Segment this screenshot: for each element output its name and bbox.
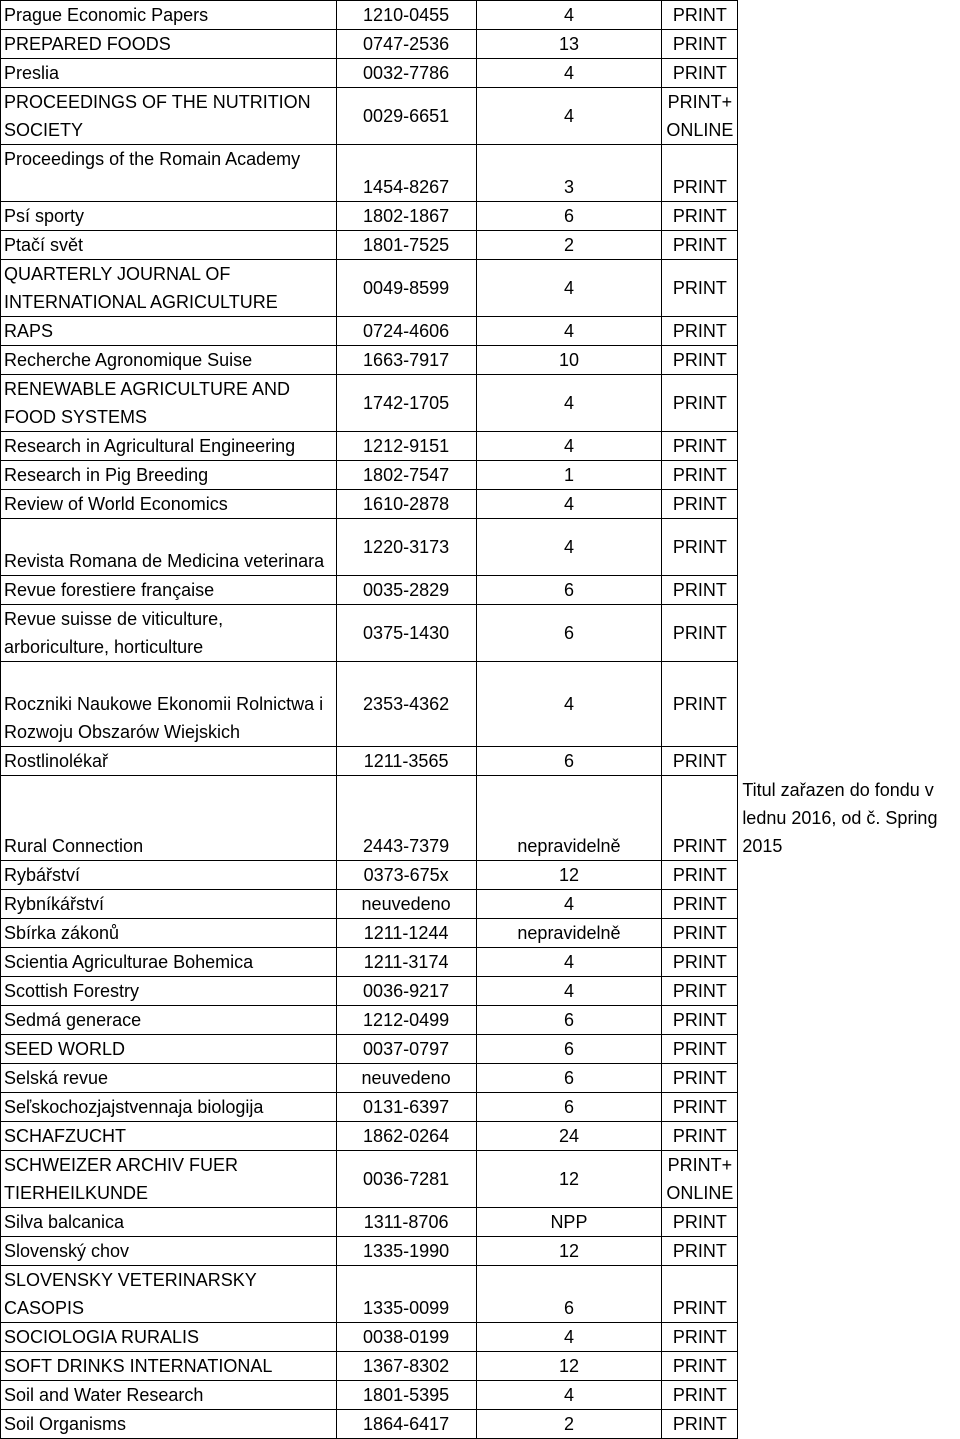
issn-cell: 2443-7379 (336, 776, 476, 861)
format-cell: PRINT (662, 1410, 738, 1439)
format-cell: PRINT (662, 59, 738, 88)
empty-cell (738, 202, 960, 231)
table-row (1, 919, 960, 948)
issn-cell: 1802-7547 (336, 461, 476, 490)
table-row (1, 1122, 960, 1151)
empty-cell (738, 1064, 960, 1093)
format-cell: PRINT (662, 605, 738, 662)
issn-cell: 1454-8267 (336, 145, 476, 202)
frequency-cell: 1 (476, 461, 662, 490)
frequency-cell: nepravidelně (476, 919, 662, 948)
table-row (1, 1381, 960, 1410)
empty-cell (738, 59, 960, 88)
format-cell: PRINT (662, 202, 738, 231)
journal-title-cell: SCHWEIZER ARCHIV FUER TIERHEILKUNDE (1, 1151, 337, 1208)
table-row (1, 1151, 960, 1208)
journal-title-cell: Preslia (1, 59, 337, 88)
issn-cell: 1802-1867 (336, 202, 476, 231)
journal-title-cell: SEED WORLD (1, 1035, 337, 1064)
empty-cell (738, 1352, 960, 1381)
empty-cell (738, 948, 960, 977)
table-row (1, 605, 960, 662)
journal-title-cell: Selská revue (1, 1064, 337, 1093)
table-row (1, 260, 960, 317)
journal-title-cell: Scottish Forestry (1, 977, 337, 1006)
issn-cell: 1864-6417 (336, 1410, 476, 1439)
empty-cell (738, 1237, 960, 1266)
empty-cell (738, 317, 960, 346)
journal-title-cell: Soil Organisms (1, 1410, 337, 1439)
format-cell: PRINT (662, 977, 738, 1006)
table-row (1, 490, 960, 519)
issn-cell: 0036-9217 (336, 977, 476, 1006)
empty-cell (738, 88, 960, 145)
issn-cell: 0131-6397 (336, 1093, 476, 1122)
table-row (1, 30, 960, 59)
frequency-cell: 6 (476, 1266, 662, 1323)
journal-title-cell: Rybářství (1, 861, 337, 890)
table-row (1, 1208, 960, 1237)
journal-title-cell: Ptačí svět (1, 231, 337, 260)
frequency-cell: 10 (476, 346, 662, 375)
table-row (1, 1064, 960, 1093)
table-row (1, 977, 960, 1006)
journal-title-cell: Review of World Economics (1, 490, 337, 519)
issn-cell: neuvedeno (336, 890, 476, 919)
journal-title-cell: Revue suisse de viticulture, arboriculture, horticulture (1, 605, 337, 662)
format-cell: PRINT (662, 432, 738, 461)
journal-title-cell: Silva balcanica (1, 1208, 337, 1237)
issn-cell: 1211-3174 (336, 948, 476, 977)
table-row (1, 317, 960, 346)
journal-title-cell: RAPS (1, 317, 337, 346)
format-cell: PRINT (662, 747, 738, 776)
frequency-cell: NPP (476, 1208, 662, 1237)
frequency-cell: 4 (476, 890, 662, 919)
format-cell: PRINT+ONLINE (662, 88, 738, 145)
table-row (1, 231, 960, 260)
journal-title-cell: Sbírka zákonů (1, 919, 337, 948)
empty-cell (738, 1381, 960, 1410)
frequency-cell: 6 (476, 1035, 662, 1064)
issn-cell: 1862-0264 (336, 1122, 476, 1151)
issn-cell: neuvedeno (336, 1064, 476, 1093)
format-cell: PRINT (662, 662, 738, 747)
empty-cell (738, 1323, 960, 1352)
format-cell: PRINT (662, 317, 738, 346)
empty-cell (738, 30, 960, 59)
frequency-cell: 4 (476, 490, 662, 519)
format-cell: PRINT (662, 1, 738, 30)
table-row (1, 1266, 960, 1323)
format-cell: PRINT (662, 1035, 738, 1064)
format-cell: PRINT (662, 461, 738, 490)
format-cell: PRINT (662, 776, 738, 861)
journal-title-cell: Slovenský chov (1, 1237, 337, 1266)
empty-cell (738, 1410, 960, 1439)
issn-cell: 0038-0199 (336, 1323, 476, 1352)
issn-cell: 1610-2878 (336, 490, 476, 519)
issn-cell: 1801-5395 (336, 1381, 476, 1410)
empty-cell (738, 375, 960, 432)
journal-title-cell: Prague Economic Papers (1, 1, 337, 30)
format-cell: PRINT (662, 861, 738, 890)
table-row (1, 1323, 960, 1352)
issn-cell: 0036-7281 (336, 1151, 476, 1208)
table-row (1, 519, 960, 576)
format-cell: PRINT (662, 231, 738, 260)
empty-cell (738, 346, 960, 375)
table-row (1, 59, 960, 88)
format-cell: PRINT (662, 1381, 738, 1410)
format-cell: PRINT (662, 1237, 738, 1266)
journal-title-cell: Scientia Agriculturae Bohemica (1, 948, 337, 977)
table-row (1, 948, 960, 977)
issn-cell: 1801-7525 (336, 231, 476, 260)
frequency-cell: 4 (476, 1, 662, 30)
empty-cell (738, 1093, 960, 1122)
frequency-cell: 12 (476, 861, 662, 890)
table-row (1, 1006, 960, 1035)
note-cell: Titul zařazen do fondu v lednu 2016, od č. Spring 2015 (742, 779, 938, 856)
issn-cell: 1742-1705 (336, 375, 476, 432)
empty-cell (738, 1006, 960, 1035)
frequency-cell: 13 (476, 30, 662, 59)
frequency-cell: 2 (476, 231, 662, 260)
issn-cell: 0375-1430 (336, 605, 476, 662)
frequency-cell: 6 (476, 576, 662, 605)
frequency-cell: 6 (476, 747, 662, 776)
format-cell: PRINT (662, 145, 738, 202)
frequency-cell: 4 (476, 375, 662, 432)
empty-cell (738, 461, 960, 490)
journal-title-cell: PREPARED FOODS (1, 30, 337, 59)
empty-cell (738, 231, 960, 260)
issn-cell: 1211-3565 (336, 747, 476, 776)
format-cell: PRINT (662, 1323, 738, 1352)
empty-cell (738, 1208, 960, 1237)
format-cell: PRINT (662, 260, 738, 317)
format-cell: PRINT (662, 1266, 738, 1323)
journal-title-cell: Revista Romana de Medicina veterinara (1, 519, 337, 576)
frequency-cell: 12 (476, 1352, 662, 1381)
journal-title-cell: Rural Connection (1, 776, 337, 861)
table-row (1, 890, 960, 919)
table-row (1, 432, 960, 461)
empty-cell (738, 1122, 960, 1151)
issn-cell: 0747-2536 (336, 30, 476, 59)
frequency-cell: 4 (476, 1381, 662, 1410)
empty-cell (738, 1266, 960, 1323)
table-row (1, 1352, 960, 1381)
table-row (1, 747, 960, 776)
format-cell: PRINT (662, 948, 738, 977)
table-row (1, 1237, 960, 1266)
empty-cell (738, 490, 960, 519)
journal-title-cell: Sedmá generace (1, 1006, 337, 1035)
issn-cell: 0373-675x (336, 861, 476, 890)
table-row (1, 1035, 960, 1064)
table-row (1, 202, 960, 231)
issn-cell: 2353-4362 (336, 662, 476, 747)
journal-title-cell: Seľskochozjajstvennaja biologija (1, 1093, 337, 1122)
format-cell: PRINT+ONLINE (662, 1151, 738, 1208)
journal-title-cell: PROCEEDINGS OF THE NUTRITION SOCIETY (1, 88, 337, 145)
format-cell: PRINT (662, 519, 738, 576)
frequency-cell: 24 (476, 1122, 662, 1151)
table-row (1, 461, 960, 490)
format-cell: PRINT (662, 1064, 738, 1093)
empty-cell (738, 662, 960, 747)
issn-cell: 1335-0099 (336, 1266, 476, 1323)
empty-cell (738, 747, 960, 776)
journal-title-cell: Research in Pig Breeding (1, 461, 337, 490)
journal-title-cell: Recherche Agronomique Suise (1, 346, 337, 375)
journal-table-body (1, 1, 960, 1439)
format-cell: PRINT (662, 919, 738, 948)
format-cell: PRINT (662, 490, 738, 519)
journal-title-cell: Soil and Water Research (1, 1381, 337, 1410)
format-cell: PRINT (662, 576, 738, 605)
issn-cell: 0724-4606 (336, 317, 476, 346)
format-cell: PRINT (662, 1006, 738, 1035)
frequency-cell: 4 (476, 519, 662, 576)
journal-title-cell: Proceedings of the Romain Academy (1, 145, 337, 202)
empty-cell (738, 1151, 960, 1208)
table-row (1, 375, 960, 432)
frequency-cell: 2 (476, 1410, 662, 1439)
format-cell: PRINT (662, 1122, 738, 1151)
frequency-cell: 4 (476, 432, 662, 461)
issn-cell: 1210-0455 (336, 1, 476, 30)
empty-cell (738, 519, 960, 576)
format-cell: PRINT (662, 346, 738, 375)
frequency-cell: 6 (476, 1006, 662, 1035)
format-cell: PRINT (662, 1208, 738, 1237)
frequency-cell: 4 (476, 317, 662, 346)
empty-cell (738, 260, 960, 317)
issn-cell: 1367-8302 (336, 1352, 476, 1381)
issn-cell: 1663-7917 (336, 346, 476, 375)
table-row (1, 776, 960, 861)
empty-cell (738, 919, 960, 948)
empty-cell (738, 145, 960, 202)
journal-title-cell: SLOVENSKY VETERINARSKY CASOPIS (1, 1266, 337, 1323)
frequency-cell: 4 (476, 662, 662, 747)
table-row (1, 1093, 960, 1122)
table-row (1, 861, 960, 890)
issn-cell: 1211-1244 (336, 919, 476, 948)
frequency-cell: 3 (476, 145, 662, 202)
journal-title-cell: QUARTERLY JOURNAL OF INTERNATIONAL AGRICULTURE (1, 260, 337, 317)
frequency-cell: 4 (476, 1323, 662, 1352)
journal-title-cell: SCHAFZUCHT (1, 1122, 337, 1151)
empty-cell (738, 977, 960, 1006)
empty-cell (738, 1, 960, 30)
format-cell: PRINT (662, 1093, 738, 1122)
frequency-cell: 4 (476, 88, 662, 145)
format-cell: PRINT (662, 30, 738, 59)
frequency-cell: 4 (476, 948, 662, 977)
issn-cell: 1212-9151 (336, 432, 476, 461)
table-row (1, 1410, 960, 1439)
journal-title-cell: SOCIOLOGIA RURALIS (1, 1323, 337, 1352)
issn-cell: 0049-8599 (336, 260, 476, 317)
journal-title-cell: RENEWABLE AGRICULTURE AND FOOD SYSTEMS (1, 375, 337, 432)
frequency-cell: 4 (476, 977, 662, 1006)
empty-cell (738, 605, 960, 662)
table-row (1, 576, 960, 605)
format-cell: PRINT (662, 1352, 738, 1381)
frequency-cell: 6 (476, 1093, 662, 1122)
frequency-cell: 6 (476, 605, 662, 662)
table-row (1, 346, 960, 375)
empty-cell (738, 890, 960, 919)
issn-cell: 1335-1990 (336, 1237, 476, 1266)
journal-title-cell: Rostlinolékař (1, 747, 337, 776)
empty-cell (738, 1035, 960, 1064)
issn-cell: 1220-3173 (336, 519, 476, 576)
frequency-cell: 4 (476, 59, 662, 88)
issn-cell: 0035-2829 (336, 576, 476, 605)
journal-title-cell: Research in Agricultural Engineering (1, 432, 337, 461)
issn-cell: 0037-0797 (336, 1035, 476, 1064)
journal-title-cell: SOFT DRINKS INTERNATIONAL (1, 1352, 337, 1381)
journal-title-cell: Psí sporty (1, 202, 337, 231)
frequency-cell: 6 (476, 202, 662, 231)
empty-cell (738, 576, 960, 605)
format-cell: PRINT (662, 890, 738, 919)
table-row (1, 662, 960, 747)
frequency-cell: 4 (476, 260, 662, 317)
format-cell: PRINT (662, 375, 738, 432)
issn-cell: 0032-7786 (336, 59, 476, 88)
frequency-cell: 6 (476, 1064, 662, 1093)
issn-cell: 1311-8706 (336, 1208, 476, 1237)
issn-cell: 1212-0499 (336, 1006, 476, 1035)
table-row (1, 1, 960, 30)
table-row (1, 145, 960, 202)
table-row (1, 88, 960, 145)
journal-title-cell: Roczniki Naukowe Ekonomii Rolnictwa i Rozwoju Obszarów Wiejskich (1, 662, 337, 747)
empty-cell (738, 861, 960, 890)
frequency-cell: 12 (476, 1151, 662, 1208)
frequency-cell: nepravidelně (476, 776, 662, 861)
journal-title-cell: Rybníkářství (1, 890, 337, 919)
frequency-cell: 12 (476, 1237, 662, 1266)
issn-cell: 0029-6651 (336, 88, 476, 145)
empty-cell (738, 432, 960, 461)
journal-title-cell: Revue forestiere française (1, 576, 337, 605)
